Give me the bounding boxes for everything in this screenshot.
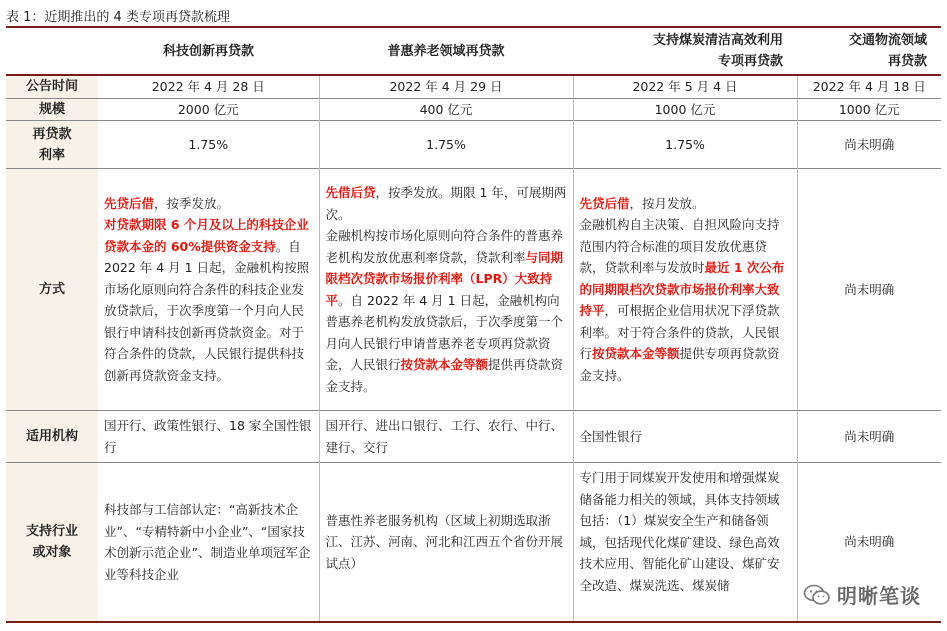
refinancing-table <box>6 26 941 623</box>
row-institutions <box>6 411 941 463</box>
row-label-rate-line2: 利率 <box>38 147 65 163</box>
highlight-text: 按贷款本金等额 <box>400 357 489 372</box>
body-text: 。自 2022 年 4 月 1 日起，金融机构按照市场化原则向符合条件的科技企业发放贷款后，于次季度第一个月向人民银行申请科技创新再贷款资金。对于符合条件的贷款，人民银行提供科技创新再贷款资金支持。 <box>104 238 310 383</box>
cell-rate-c4: 尚未明确 <box>797 121 941 169</box>
cell-industries-c3 <box>573 463 797 623</box>
cell-method-c3 <box>573 169 797 411</box>
cell-announce-c3: 2022 年 5 月 4 日 <box>573 75 797 98</box>
highlight-text: 与同期限档次贷款市场报价利率（LPR）大致持平 <box>325 249 564 308</box>
row-label-institutions: 适用机构 <box>6 411 98 463</box>
highlight-text: 先借后贷 <box>325 185 376 200</box>
watermark <box>799 578 925 611</box>
header-coal-line1: 支持煤炭清洁高效利用 <box>652 33 783 48</box>
row-label-announce: 公告时间 <box>6 75 98 98</box>
row-announce <box>6 75 941 98</box>
highlight-text: 按贷款本金等额 <box>592 346 680 362</box>
cell-announce-c1: 2022 年 4 月 28 日 <box>98 75 319 98</box>
row-rate <box>6 121 941 169</box>
body-text: 金融机构自主决策、自担风险向支持范围内符合标准的项目发放优惠贷款，贷款利率与发放时 <box>579 217 780 276</box>
row-label-industries-line2: 或对象 <box>32 545 72 560</box>
highlight-text: 对贷款期限 6 个月及以上的科技企业贷款本金的 60%提供资金支持 <box>104 217 309 254</box>
header-coal <box>573 27 797 75</box>
row-label-industries <box>6 463 98 623</box>
cell-industries-c4: 尚未明确 <box>797 463 941 623</box>
cell-industries-c1: 科技部与工信部认定：“高新技术企业”、“专精特新中小企业”、“国家技术创新示范企业”、制造业单项冠军企业等科技企业 <box>98 463 319 623</box>
row-scale <box>6 98 941 121</box>
cell-industries-c3-text: 专门用于同煤炭开发使用和增强煤炭储备能力相关的领域，具体支持领域包括：（1）煤炭安全生产和储备领域，包括现代化煤矿建设、绿色高效技术应用、智能化矿山建设、煤矿安全改造、煤炭洗选、煤炭储 <box>579 470 780 593</box>
row-label-method: 方式 <box>6 169 98 411</box>
highlight-text: 最近 1 次公布的同期限档次贷款市场报价利率大致持平 <box>579 260 785 319</box>
cell-rate-c1: 1.75% <box>98 121 319 169</box>
cell-institutions-c3: 全国性银行 <box>573 411 797 463</box>
cell-institutions-c4: 尚未明确 <box>797 411 941 463</box>
header-row <box>6 27 941 75</box>
body-text: 提供专项再贷款资金支持。 <box>579 346 780 383</box>
cell-scale-c1: 2000 亿元 <box>98 98 319 121</box>
body-text: ，可根据企业信用状况下浮贷款利率。对于符合条件的贷款，人民银行 <box>579 303 780 362</box>
cell-announce-c4: 2022 年 4 月 18 日 <box>797 75 941 98</box>
header-coal-line2: 专项再贷款 <box>717 54 783 69</box>
row-label-rate-line1: 再贷款 <box>32 126 72 142</box>
cell-institutions-c1: 国开行、政策性银行、18 家全国性银行 <box>98 411 319 463</box>
body-text: 金融机构按市场化原则向符合条件的普惠养老机构发放优惠利率贷款，贷款利率 <box>325 228 564 265</box>
highlight-text: 先贷后借 <box>104 195 155 211</box>
row-label-industries-line1: 支持行业 <box>25 524 78 539</box>
cell-industries-c2: 普惠性养老服务机构（区域上初期选取浙江、江苏、河南、河北和江西五个省份开展试点） <box>319 463 573 623</box>
row-label-scale: 规模 <box>6 98 98 121</box>
header-elderly-care: 普惠养老领域再贷款 <box>319 27 573 75</box>
highlight-text: 先贷后借 <box>579 195 630 211</box>
cell-method-c4: 尚未明确 <box>797 169 941 411</box>
cell-scale-c3: 1000 亿元 <box>573 98 797 121</box>
header-transport-line1: 交通物流领域 <box>848 33 927 48</box>
row-label-rate <box>6 121 98 169</box>
table-caption: 表 1：近期推出的 4 类专项再贷款梳理 <box>6 10 230 25</box>
cell-scale-c2: 400 亿元 <box>319 98 573 121</box>
cell-institutions-c2: 国开行、进出口银行、工行、农行、中行、建行、交行 <box>319 411 573 463</box>
header-tech-innovation: 科技创新再贷款 <box>98 27 319 75</box>
body-text: 提供再贷款资金支持。 <box>325 357 564 394</box>
cell-announce-c2: 2022 年 4 月 29 日 <box>319 75 573 98</box>
watermark-text: 明晰笔谈 <box>837 584 921 608</box>
header-transport-line2: 再贷款 <box>887 54 927 69</box>
body-text: ，按月发放。 <box>629 195 705 211</box>
header-blank <box>6 27 98 75</box>
row-method <box>6 169 941 411</box>
body-text: 。自 2022 年 4 月 1 日起，金融机构向普惠养老机构发放贷款后，于次季度第一个月向人民银行申请普惠养老专项再贷款资金，人民银行 <box>325 292 564 372</box>
body-text: ，按季发放。 <box>154 195 230 211</box>
cell-method-c2 <box>319 169 573 411</box>
cell-rate-c3: 1.75% <box>573 121 797 169</box>
wechat-icon <box>803 584 831 606</box>
cell-rate-c2: 1.75% <box>319 121 573 169</box>
cell-method-c1 <box>98 169 319 411</box>
header-transport <box>797 27 941 75</box>
cell-scale-c4: 1000 亿元 <box>797 98 941 121</box>
body-text: ，按季发放。期限 1 年，可展期两次。 <box>325 185 567 222</box>
